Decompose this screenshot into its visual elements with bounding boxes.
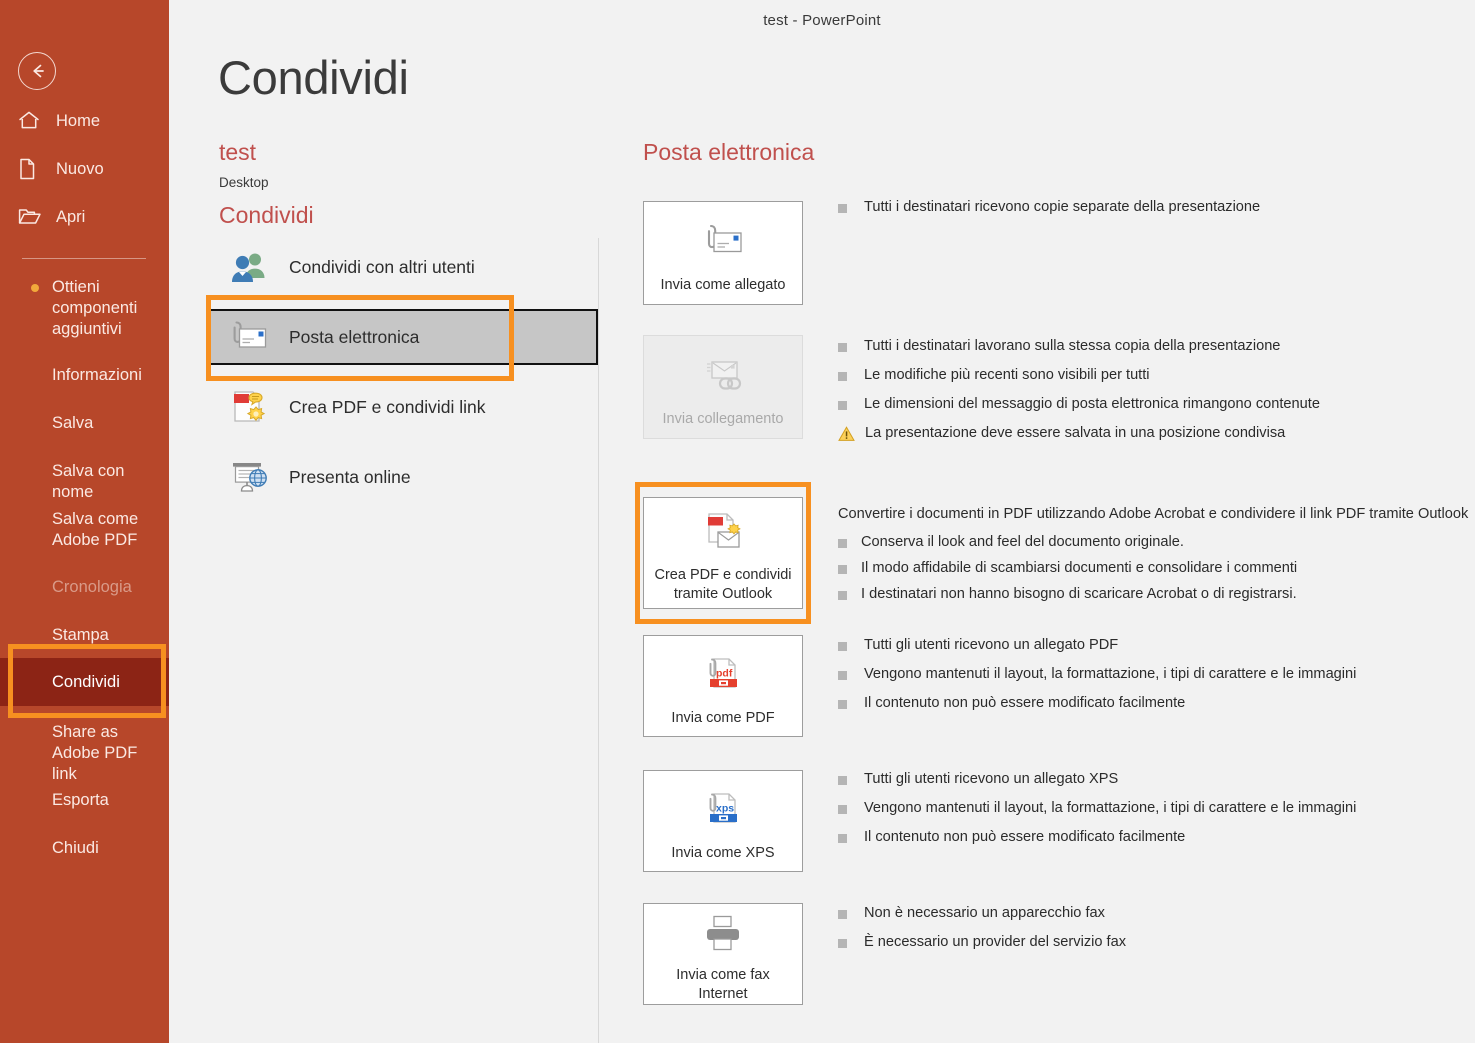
bullet-text: I destinatari non hanno bisogno di scaricare Acrobat o di registrarsi. <box>861 586 1297 602</box>
bullet-item <box>838 366 1448 385</box>
bullet-square-icon <box>838 591 847 600</box>
bullet-item <box>838 904 1398 923</box>
bullet-square-icon <box>838 939 847 948</box>
sidebar-item-esporta[interactable] <box>0 789 169 815</box>
bullets-invia-come-allegato <box>838 198 1438 227</box>
bullet-item <box>838 198 1438 217</box>
tile-invia-come-xps[interactable] <box>643 770 803 872</box>
sidebar-item-salva-come-adobe-pdf[interactable] <box>0 508 169 551</box>
pdf-attachment-icon <box>700 645 746 705</box>
sidebar-item-cronologia <box>0 576 169 602</box>
share-option-label: Presenta online <box>289 466 411 487</box>
document-name: test <box>219 139 257 165</box>
bullet-square-icon <box>838 910 847 919</box>
rail-divider <box>22 258 146 259</box>
sidebar-item-condividi[interactable] <box>0 658 169 706</box>
bullet-square-icon <box>838 539 847 548</box>
bullet-text: Le modifiche più recenti sono visibili per tutti <box>864 367 1150 383</box>
page-title: Condividi <box>218 51 409 104</box>
bullet-text: Il modo affidabile di scambiarsi documenti e consolidare i commenti <box>861 560 1298 576</box>
sidebar-item-chiudi[interactable] <box>0 837 169 863</box>
sidebar-label: Informazioni <box>52 366 142 384</box>
sidebar-label: Salva come Adobe PDF <box>52 510 139 549</box>
sidebar-label: Salva con nome <box>52 462 125 501</box>
bullet-item <box>838 933 1398 952</box>
email-attachment-icon <box>700 212 746 272</box>
xps-attachment-icon <box>700 780 746 840</box>
share-option-presenta-online[interactable] <box>219 449 598 505</box>
bullet-text: Vengono mantenuti il layout, la formattazione, i tipi di carattere e le immagini <box>864 666 1357 682</box>
bullet-text: Tutti i destinatari lavorano sulla stessa copia della presentazione <box>864 338 1281 354</box>
sidebar-label: Share as Adobe PDF link <box>52 723 138 783</box>
tile-invia-collegamento <box>643 335 803 439</box>
bullet-square-icon <box>838 776 847 785</box>
sidebar-item-salva-con-nome[interactable] <box>0 460 169 501</box>
bullet-text: La presentazione deve essere salvata in una posizione condivisa <box>865 425 1286 441</box>
new-document-icon <box>18 158 48 180</box>
share-section-heading: Condividi <box>219 202 314 228</box>
svg-text:xps: xps <box>716 802 735 814</box>
warning-triangle-icon <box>838 426 855 447</box>
bullet-item <box>838 799 1458 818</box>
share-option-posta-elettronica[interactable] <box>206 309 598 365</box>
sidebar-item-ottieni-componenti-aggiuntivi[interactable] <box>0 276 169 340</box>
back-button[interactable] <box>18 52 56 90</box>
sidebar-item-home[interactable] <box>0 110 169 140</box>
send-link-icon <box>700 346 746 406</box>
sidebar-item-informazioni[interactable] <box>0 364 169 390</box>
sidebar-item-nuovo[interactable] <box>0 158 169 188</box>
tile-label: Crea PDF e condividi tramite Outlook <box>654 567 792 602</box>
sidebar-label: Esporta <box>52 791 109 809</box>
bullets-invia-collegamento <box>838 337 1448 457</box>
bullet-square-icon <box>838 343 847 352</box>
tile-label: Invia come XPS <box>671 844 775 861</box>
document-path: Desktop <box>219 175 269 190</box>
fax-icon <box>700 904 746 962</box>
tile-invia-come-pdf[interactable] <box>643 635 803 737</box>
svg-text:pdf: pdf <box>716 667 733 679</box>
title-bar <box>169 0 1475 44</box>
right-panel-heading: Posta elettronica <box>643 139 815 165</box>
bullet-square-icon <box>838 805 847 814</box>
bullet-text: Tutti gli utenti ricevono un allegato PDF <box>864 637 1119 653</box>
share-people-icon <box>225 245 273 289</box>
sidebar-label: Ottieni componenti aggiuntivi <box>52 278 138 338</box>
sidebar-item-apri[interactable] <box>0 206 169 236</box>
bullet-item <box>838 533 1475 552</box>
tile-invia-come-allegato[interactable] <box>643 201 803 305</box>
sidebar-label: Cronologia <box>52 578 132 596</box>
bullet-item <box>838 559 1475 578</box>
tile-label: Invia come PDF <box>671 709 775 726</box>
bullet-item <box>838 395 1448 414</box>
bullet-item <box>838 665 1458 684</box>
bullet-item <box>838 828 1458 847</box>
bullet-text: Il contenuto non può essere modificato facilmente <box>864 695 1186 711</box>
sidebar-item-share-as-adobe-pdf-link[interactable] <box>0 721 169 785</box>
bullet-text: Conserva il look and feel del documento originale. <box>861 534 1184 550</box>
bullet-square-icon <box>838 565 847 574</box>
share-option-label: Condividi con altri utenti <box>289 256 475 277</box>
create-pdf-share-link-icon <box>225 385 273 429</box>
back-arrow-icon <box>26 60 48 82</box>
bullet-item-warning <box>838 424 1448 447</box>
present-online-icon <box>225 455 273 499</box>
group-lead-text: Convertire i documenti in PDF utilizzando Adobe Acrobat e condividere il link PDF tramite Outlook <box>838 506 1469 522</box>
bullet-item <box>838 585 1475 604</box>
open-folder-icon <box>18 206 48 226</box>
bullet-item <box>838 694 1458 713</box>
window-title: test - PowerPoint <box>763 12 881 29</box>
bullets-invia-come-pdf <box>838 636 1458 723</box>
home-icon <box>18 110 48 130</box>
backstage-navigation-rail <box>0 0 169 1043</box>
share-option-crea-pdf-e-condividi-link[interactable] <box>219 379 598 435</box>
share-option-label: Crea PDF e condividi link <box>289 396 486 417</box>
bullet-square-icon <box>838 834 847 843</box>
bullet-text: Non è necessario un apparecchio fax <box>864 905 1105 921</box>
bullets-invia-come-fax <box>838 904 1398 962</box>
bullet-text: Vengono mantenuti il layout, la formattazione, i tipi di carattere e le immagini <box>864 800 1357 816</box>
sidebar-label: Salva <box>52 414 94 432</box>
sidebar-label: Stampa <box>52 626 109 644</box>
bullet-text: Tutti gli utenti ricevono un allegato XPS <box>864 771 1119 787</box>
email-attachment-icon <box>225 315 273 359</box>
tile-crea-pdf-e-condividi-tramite-outlook[interactable] <box>643 497 803 609</box>
sidebar-label: Condividi <box>52 673 120 691</box>
sidebar-label: Nuovo <box>56 160 104 178</box>
bullet-item <box>838 337 1448 356</box>
create-pdf-outlook-icon <box>699 502 747 562</box>
bullet-square-icon <box>838 700 847 709</box>
bullet-square-icon <box>838 671 847 680</box>
tile-label: Invia come allegato <box>660 276 786 293</box>
bullet-square-icon <box>838 401 847 410</box>
share-option-label: Posta elettronica <box>289 326 420 347</box>
bullet-text: Tutti i destinatari ricevono copie separate della presentazione <box>864 199 1261 215</box>
bullet-text: È necessario un provider del servizio fax <box>864 934 1127 950</box>
sidebar-label: Chiudi <box>52 839 99 857</box>
bullet-text: Il contenuto non può essere modificato facilmente <box>864 829 1186 845</box>
bullets-crea-pdf-outlook <box>838 505 1475 611</box>
bullet-square-icon <box>838 204 847 213</box>
bullet-item <box>838 636 1458 655</box>
sidebar-label: Home <box>56 112 101 130</box>
sidebar-label: Apri <box>56 208 86 226</box>
sidebar-item-salva[interactable] <box>0 412 169 438</box>
bullets-invia-come-xps <box>838 770 1458 857</box>
bullet-square-icon <box>838 642 847 651</box>
sidebar-item-stampa[interactable] <box>0 624 169 650</box>
bullet-square-icon <box>838 372 847 381</box>
bullet-item <box>838 770 1458 789</box>
tile-label: Invia collegamento <box>662 410 784 427</box>
column-divider <box>598 238 599 1043</box>
tile-label: Invia come fax Internet <box>676 967 770 1002</box>
share-option-condividi-con-altri-utenti[interactable] <box>219 239 598 295</box>
tile-invia-come-fax-internet[interactable] <box>643 903 803 1005</box>
bullet-text: Le dimensioni del messaggio di posta elettronica rimangono contenute <box>864 396 1320 412</box>
